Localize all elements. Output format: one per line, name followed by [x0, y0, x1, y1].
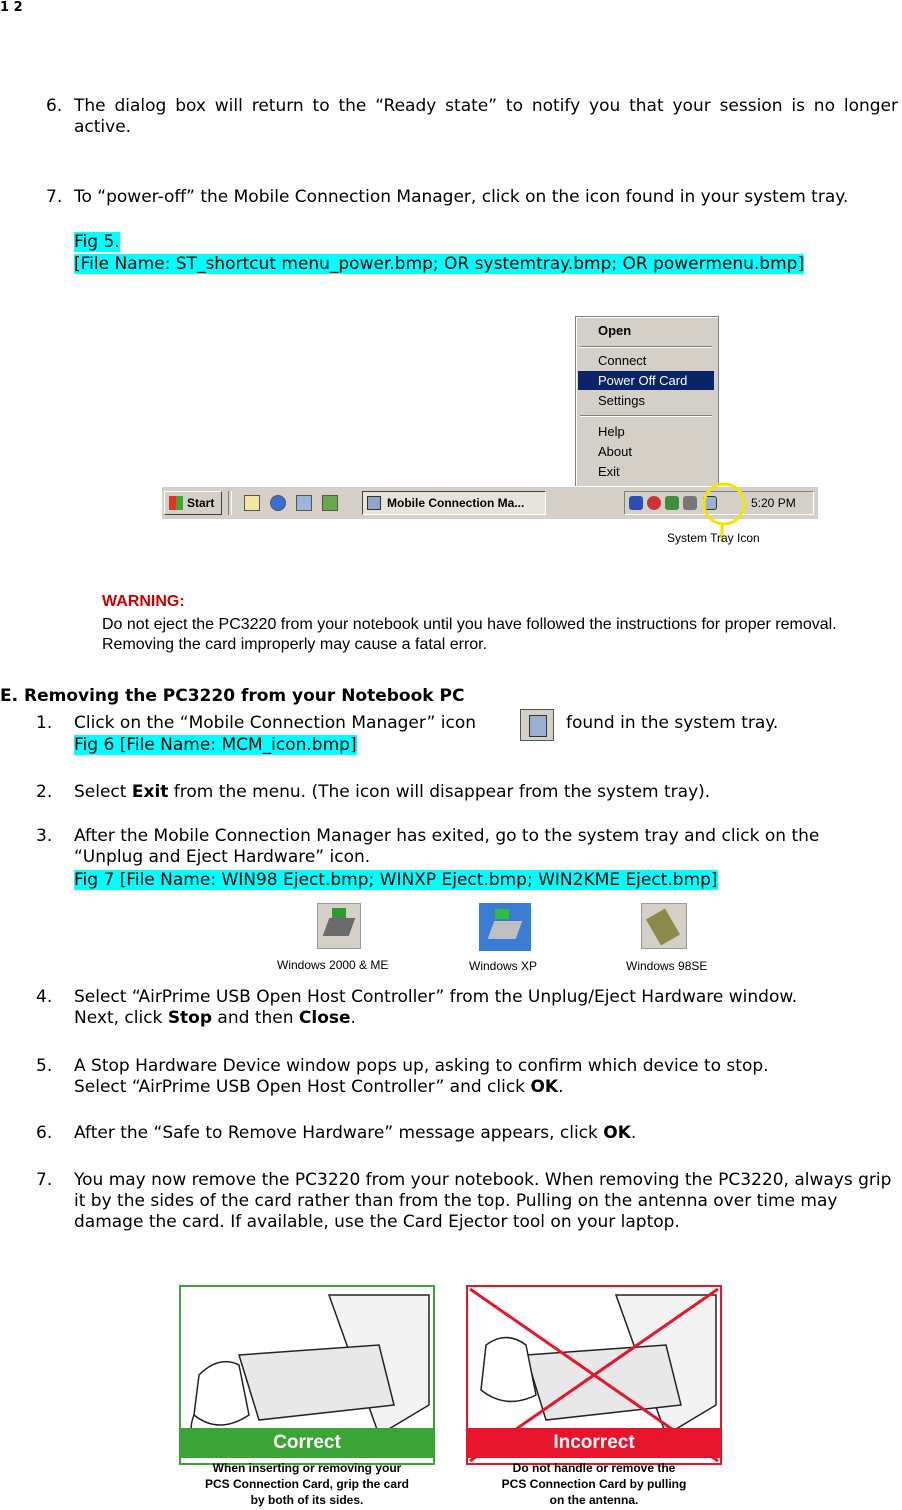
icon-caption: Windows XP	[469, 959, 538, 973]
section-heading: E. Removing the PC3220 from your Notebook PC	[0, 686, 465, 706]
clock: 5:20 PM	[751, 496, 796, 510]
menu-item-about[interactable]: About	[598, 444, 632, 459]
taskbar-divider	[228, 491, 232, 515]
fig6-label: Fig 6 [File Name: MCM_icon.bmp]	[74, 735, 357, 755]
icon-caption: Windows 98SE	[626, 959, 708, 973]
step-number: 4.	[36, 987, 53, 1007]
mcm-icon	[367, 496, 381, 510]
shield-icon[interactable]	[629, 496, 643, 510]
menu-item-connect[interactable]: Connect	[598, 353, 647, 368]
step-number: 6.	[46, 96, 63, 116]
step-6-text: The dialog box will return to the “Ready state” to notify you that your session is no longer active.	[74, 96, 898, 137]
menu-item-open[interactable]: Open	[598, 323, 632, 338]
step-number: 6.	[36, 1123, 53, 1143]
menu-item-settings[interactable]: Settings	[598, 393, 645, 408]
step-number: 2.	[36, 782, 53, 802]
fig5-label: Fig 5.	[74, 232, 120, 252]
tray-icon-caption: System Tray Icon	[667, 531, 760, 545]
menu-item-exit[interactable]: Exit	[598, 464, 620, 479]
step-4-text: Select “AirPrime USB Open Host Controller” from the Unplug/Eject Hardware window. Next, click Stop and then Close.	[74, 987, 798, 1028]
menu-item-power-off-card[interactable]: Power Off Card	[578, 371, 714, 390]
step-1-text-end: found in the system tray.	[566, 713, 779, 733]
incorrect-description: Do not handle or remove the PCS Connection Card by pulling on the antenna.	[501, 1461, 687, 1507]
step-number: 5.	[36, 1056, 53, 1076]
tray-context-menu	[575, 316, 719, 488]
step-2-text: Select Exit from the menu. (The icon will disappear from the system tray).	[74, 782, 711, 802]
page-number: 1 2	[0, 0, 23, 15]
warning-body: Do not eject the PC3220 from your notebook until you have followed the instructions for proper removal. Removing the card improperly may cause a fatal error.	[102, 616, 837, 653]
start-label: Start	[187, 496, 215, 510]
unplug-eject-icon[interactable]	[665, 496, 679, 510]
step-number: 7.	[36, 1170, 53, 1190]
windows-logo-icon	[169, 496, 183, 510]
step-5-text: A Stop Hardware Device window pops up, asking to confirm which device to stop. Select “AirPrime USB Open Host Controller” and click OK.	[74, 1056, 769, 1097]
task-label: Mobile Connection Ma...	[387, 496, 525, 510]
correct-description: When inserting or removing your PCS Connection Card, grip the card by both of its sides.	[204, 1461, 410, 1507]
explorer-icon[interactable]	[296, 495, 312, 511]
step-7b-text: You may now remove the PC3220 from your notebook. When removing the PC3220, always grip it by the sides of the card rather than from the top. Pulling on the antenna over time may damage the card. If available, use the Card Ejector tool on your laptop.	[74, 1170, 892, 1232]
start-button[interactable]	[164, 491, 222, 515]
step-6b-text: After the “Safe to Remove Hardware” message appears, click OK.	[74, 1123, 637, 1143]
warning-title: WARNING:	[102, 593, 185, 610]
fig7-label: Fig 7 [File Name: WIN98 Eject.bmp; WINXP Eject.bmp; WIN2KME Eject.bmp]	[74, 870, 718, 890]
search-icon[interactable]	[647, 496, 661, 510]
menu-separator	[580, 415, 712, 417]
eject-win2000-icon	[317, 903, 361, 949]
step-7-text: To “power-off” the Mobile Connection Manager, click on the icon found in your system tray.	[74, 187, 849, 207]
step-1-text: Click on the “Mobile Connection Manager” icon	[74, 713, 477, 733]
step-number: 1.	[36, 713, 53, 733]
mcm-icon	[520, 709, 554, 741]
show-desktop-icon[interactable]	[244, 495, 260, 511]
eject-winxp-icon	[479, 903, 531, 951]
step-3-text: After the Mobile Connection Manager has exited, go to the system tray and click on the “Unplug and Eject Hardware” icon.	[74, 826, 820, 867]
internet-explorer-icon[interactable]	[270, 495, 286, 511]
icon-caption: Windows 2000 & ME	[277, 958, 389, 972]
media-player-icon[interactable]	[322, 495, 338, 511]
eject-win98-icon	[641, 903, 687, 949]
incorrect-banner: Incorrect	[466, 1428, 722, 1458]
fig5-files: [File Name: ST_shortcut menu_power.bmp; OR systemtray.bmp; OR powermenu.bmp]	[74, 254, 805, 274]
step-number: 7.	[46, 187, 63, 207]
step-number: 3.	[36, 826, 53, 846]
mobile-connection-manager-task[interactable]	[362, 491, 546, 515]
menu-item-help[interactable]: Help	[598, 424, 625, 439]
correct-banner: Correct	[179, 1428, 435, 1458]
menu-separator	[580, 346, 712, 348]
speaker-icon[interactable]	[683, 496, 697, 510]
